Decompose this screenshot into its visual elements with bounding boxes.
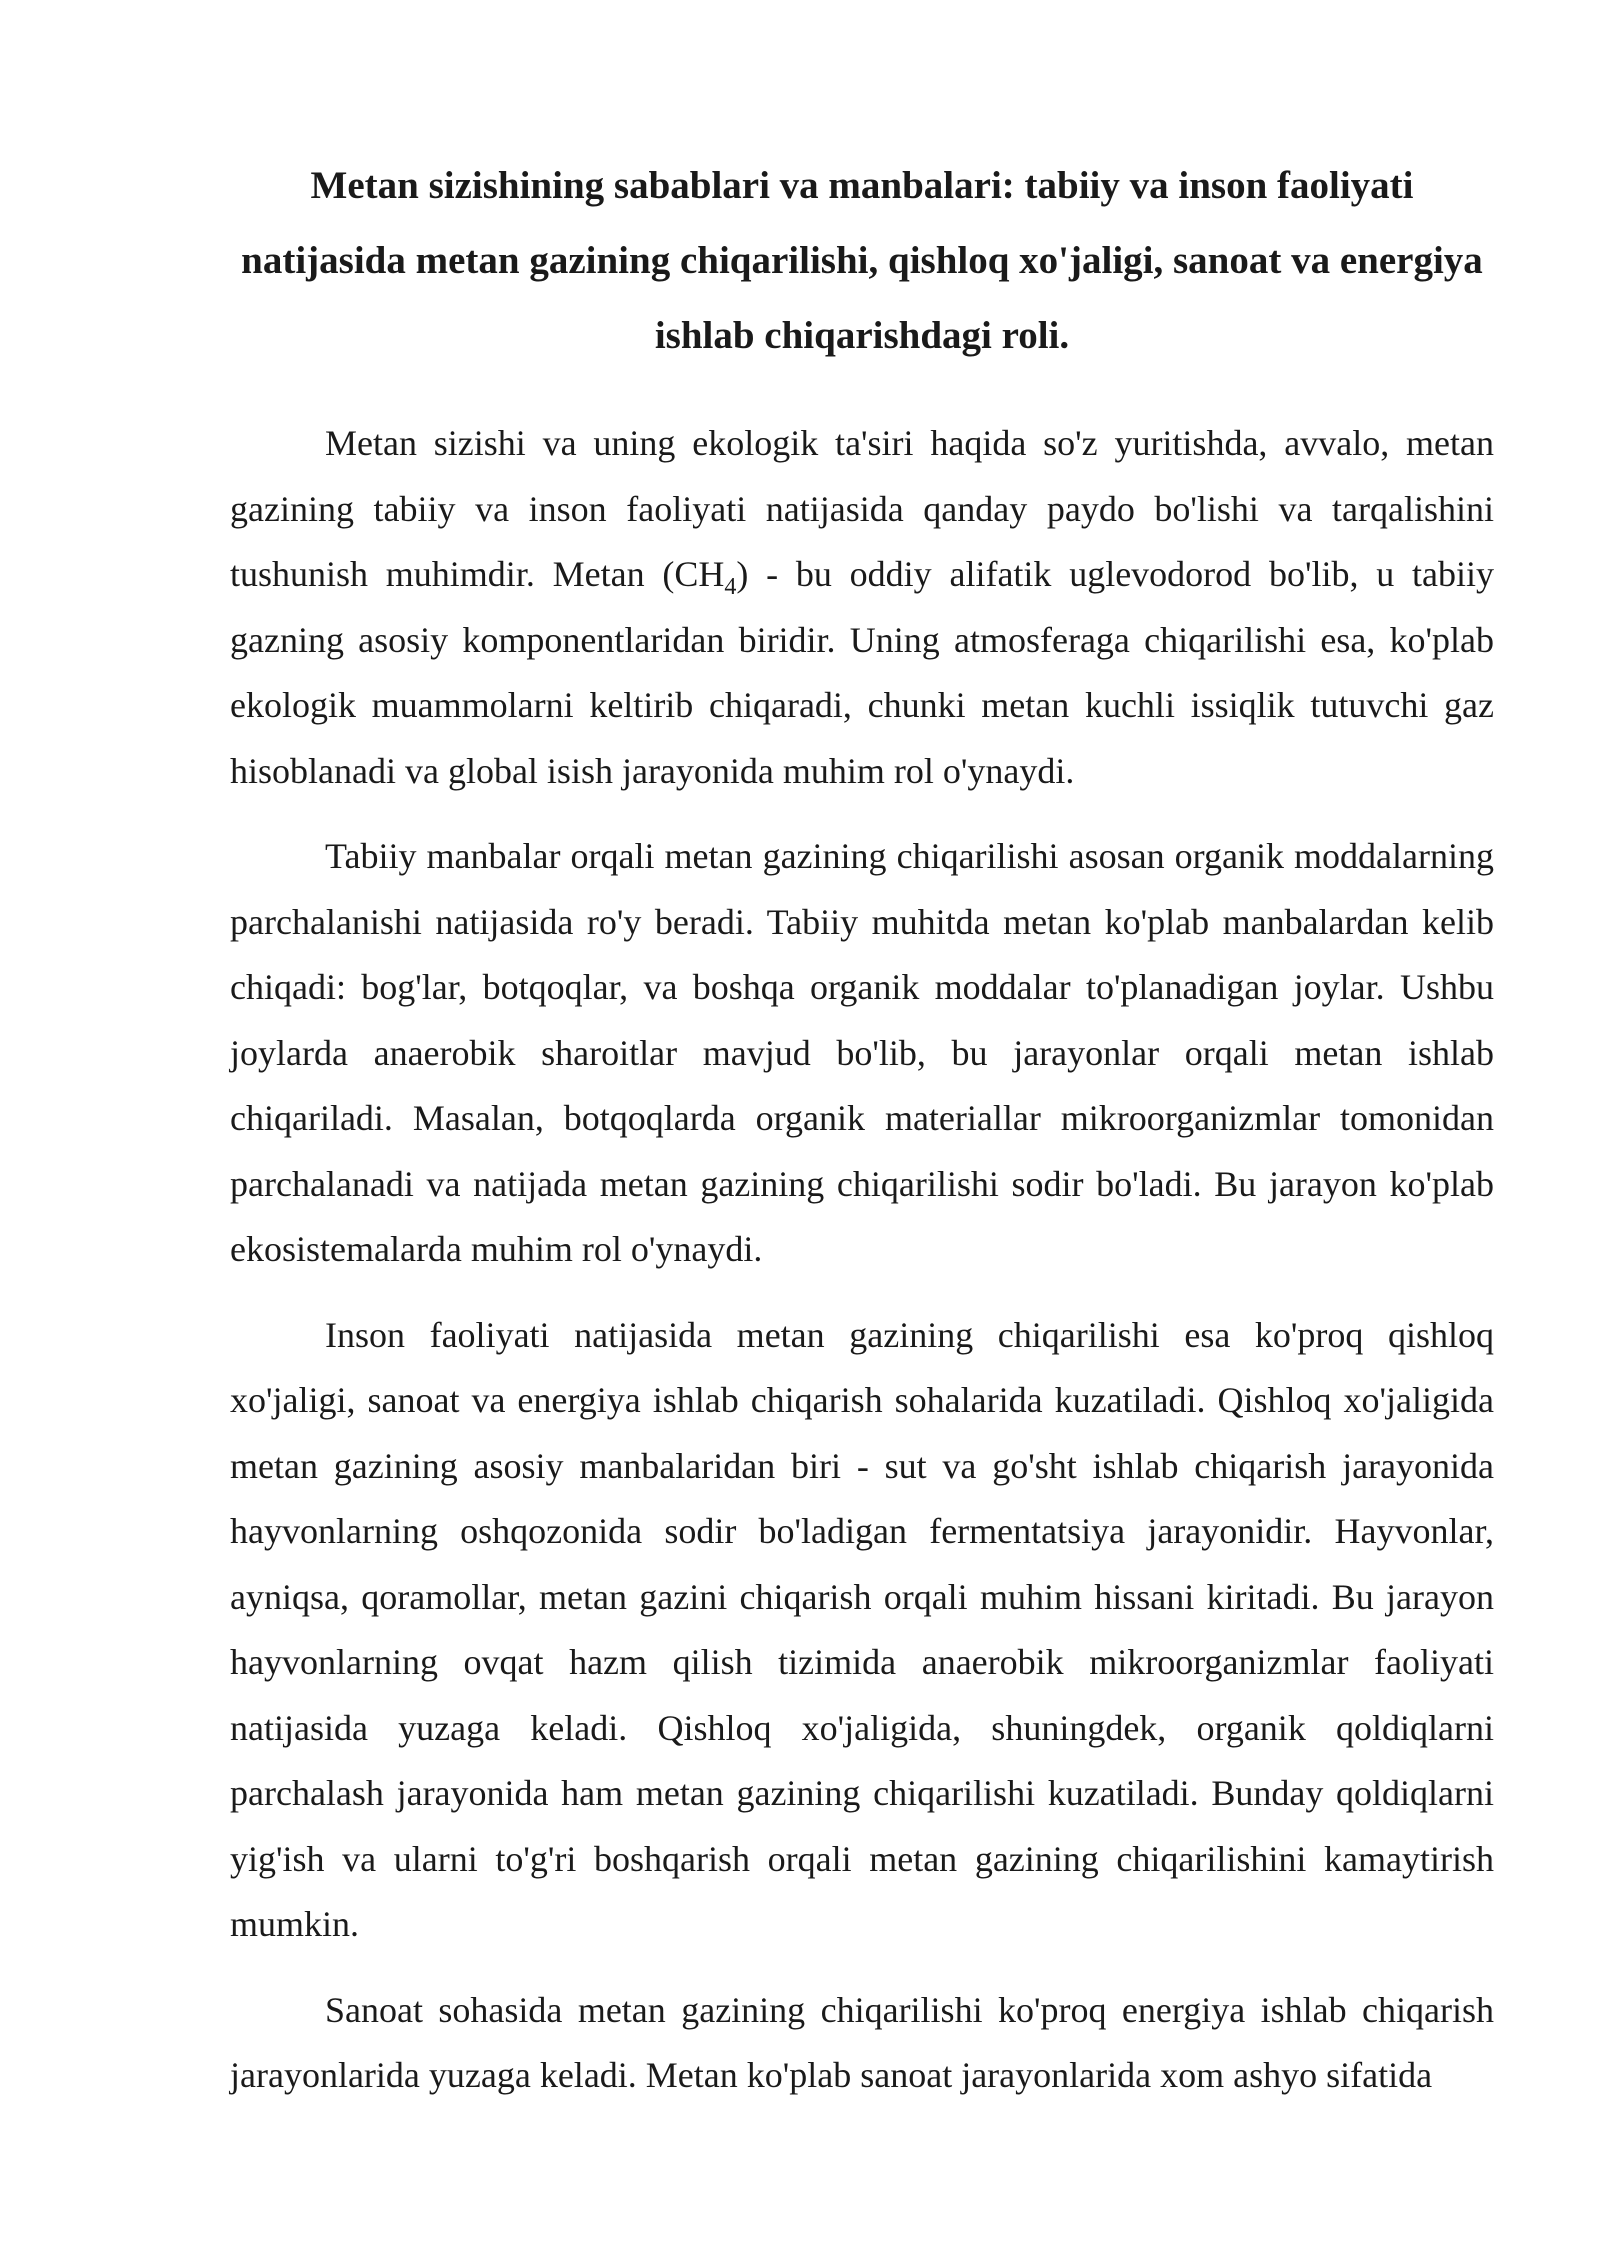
formula-subscript: 4 (724, 574, 737, 600)
paragraph-1-text-start: Metan sizishi va uning ekologik ta'siri haqida so'z yuritishda, avvalo, metan gazining tabiiy va inson faoliyati natijasida qanday paydo bo'lishi va tarqalishini tushunish muhimdir. Metan ( (230, 423, 1494, 594)
document-page (230, 148, 1494, 2129)
methane-formula (674, 554, 737, 600)
paragraph-2: Tabiiy manbalar orqali metan gazining chiqarilishi asosan organik moddalarning parchalanishi natijasida ro'y beradi. Tabiiy muhitda metan ko'plab manbalardan kelib chiqadi: bog'lar, botqoqlar, va boshqa organik moddalar to'planadigan joylar. Ushbu joylarda anaerobik sharoitlar mavjud bo'lib, bu jarayonlar orqali metan ishlab chiqariladi. Masalan, botqoqlarda organik materiallar mikroorganizmlar tomonidan parchalanadi va natijada metan gazining chiqarilishi sodir bo'ladi. Bu jarayon ko'plab ekosistemalarda muhim rol o'ynaydi. (230, 836, 1494, 1269)
paragraph-1-text-end: ) - bu oddiy alifatik uglevodorod bo'lib, u tabiiy gazning asosiy komponentlaridan biridir. Uning atmosferaga chiqarilishi esa, ko'plab ekologik muammolarni keltirib chiqaradi, chunki metan kuchli issiqlik tutuvchi gaz hisoblanadi va global isish jarayonida muhim rol o'ynaydi. (230, 554, 1494, 791)
paragraph-1 (230, 411, 1494, 804)
document-title: Metan sizishining sabablari va manbalari: tabiiy va inson faoliyati natijasida metan gazining chiqarilishi, qishloq xo'jaligi, sanoat va energiya ishlab chiqarishdagi roli. (241, 164, 1483, 357)
formula-base: CH (674, 554, 725, 594)
paragraph-3: Inson faoliyati natijasida metan gazining chiqarilishi esa ko'proq qishloq xo'jaligi, sanoat va energiya ishlab chiqarish sohalarida kuzatiladi. Qishloq xo'jaligida metan gazining asosiy manbalaridan biri - sut va go'sht ishlab chiqarish jarayonida hayvonlarning oshqozonida sodir bo'ladigan fermentatsiya jarayonidir. Hayvonlar, ayniqsa, qoramollar, metan gazini chiqarish orqali muhim hissani kiritadi. Bu jarayon hayvonlarning ovqat hazm qilish tizimida anaerobik mikroorganizmlar faoliyati natijasida yuzaga keladi. Qishloq xo'jaligida, shuningdek, organik qoldiqlarni parchalash jarayonida ham metan gazining chiqarilishi kuzatiladi. Bunday qoldiqlarni yig'ish va ularni to'g'ri boshqarish orqali metan gazining chiqarilishini kamaytirish mumkin. (230, 1314, 1494, 1944)
paragraph-4: Sanoat sohasida metan gazining chiqarilishi ko'proq energiya ishlab chiqarish jarayonlarida yuzaga keladi. Metan ko'plab sanoat jarayonlarida xom ashyo sifatida (230, 1989, 1494, 2095)
